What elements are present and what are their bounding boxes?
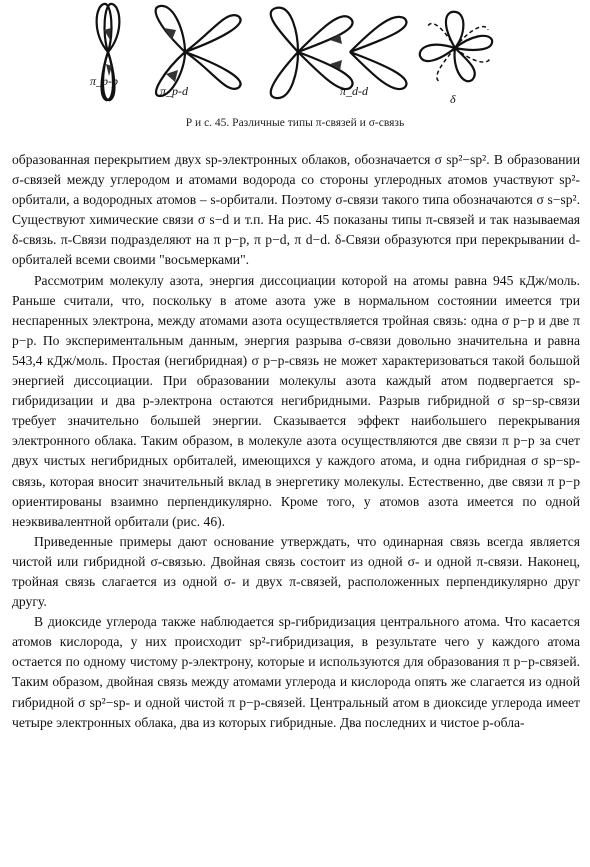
delta-orbital xyxy=(420,12,492,82)
paragraph-3: Приведенные примеры дают основание утверждать, что одинарная связь всегда является чистой или гибридной σ-связью. Двойная связь состоит из одной σ- и одной π-связи. Наконец, тройная связь слагается из одной σ- и двух π-связей, расположенных перпендикулярно друг другу. xyxy=(12,533,580,610)
label-pi-p-p: π_p-p xyxy=(90,74,119,88)
orbital-diagram xyxy=(0,0,590,112)
label-pi-p-d: π_p-d xyxy=(160,84,189,98)
label-delta: δ xyxy=(450,92,456,106)
body-text xyxy=(12,150,580,733)
figure-caption: Р и с. 45. Различные типы π-связей и σ-связь xyxy=(185,117,405,129)
paragraph-1: образованная перекрытием двух sp-электронных облаков, обозначается σ sp²−sp². В образовании σ-связей между углеродом и атомами водорода со стороны углеродных атомов участвуют sp²-орбитали, а водородных атомов – s-орбитали. Поэтому σ-связи такого типа обозначаются σ s−sp². Существуют химические связи σ s−d и т.п. На рис. 45 показаны типы π-связей и так называемая δ-связь. π-Связи подразделяют на π p−p, π p−d, π d−d. δ-Связи образуются при перекрывании d-орбиталей всеми своими "восьмерками". xyxy=(12,152,580,268)
orbital-figure xyxy=(0,0,590,112)
paragraph-4: В диоксиде углерода также наблюдается sp-гибридизация центрального атома. Что касается атомов кислорода, у них происходит sp²-гибридизация, в результате чего у каждого атома остается по одному чистому p-электрону, которые и используются для образования π p−p-связей. Таким образом, двойная связь между атомами углерода и кислорода опять же слагается из одной гибридной σ sp²−sp- и одной чистой π p−p-связей. Центральный атом в диоксиде углерода имеет четыре электронных облака, два из которых гибридные. Два последних и чистое p-обла- xyxy=(12,614,580,730)
pi-p-d-orbital xyxy=(156,6,241,96)
paragraph-2: Рассмотрим молекулу азота, энергия диссоциации которой на атомы равна 945 кДж/моль. Раньше считали, что, поскольку в атоме азота уже в нормальном состоянии имеется три неспаренных электрона, между атомами азота осуществляется тройная связь: одна σ p−p и две π p−p. По экспериментальным данным, энергия разрыва σ-связи довольно значительна и равна 543,4 кДж/моль. Простая (негибридная) σ p−p-связь не может характеризоваться такой большой энергией диссоциации. При образовании молекулы азота каждый атом подвергается sp-гибридизации и два p-электрона остаются негибридными. Разрыв гибридной σ sp−sp-связи требует значительно большей энергии. Сказывается эффект наибольшего перекрывания электронного облака. Таким образом, в молекуле азота осуществляются две связи π p−p за счет двух чистых негибридных орбиталей, имеющихся у каждого атома, и одна гибридная σ sp−sp-связь, которая вносит значительный вклад в энергетику молекулы. Естественно, две связи π p−p ориентированы взаимно перпендикулярно. Кроме того, у атомов азота имеется по одной неэквивалентной орбитали (рис. 46). xyxy=(12,272,580,529)
label-pi-d-d: π_d-d xyxy=(340,84,369,98)
pi-d-d-orbital xyxy=(271,8,407,98)
